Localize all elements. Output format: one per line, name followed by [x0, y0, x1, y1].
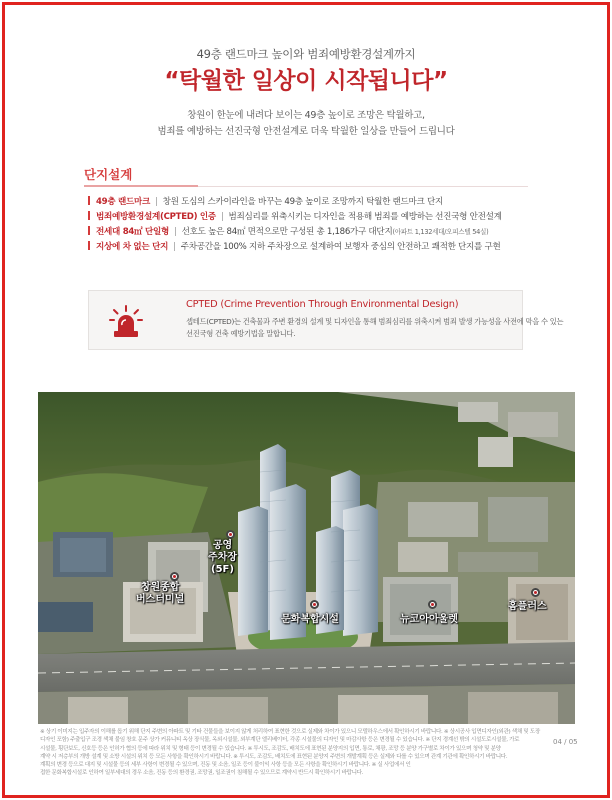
feature-item	[88, 210, 538, 225]
section-title-underline	[84, 185, 198, 187]
cpted-desc-line: 셉테드(CPTED)는 건축물과 주변 환경의 설계 및 디자인을 통해 범죄심리를 위축시켜 범죄 발생 가능성을 사전에 막을 수 있는	[186, 317, 564, 326]
feature-key: 범죄예방환경설계(CPTED) 인증	[96, 212, 216, 222]
disclaimer-line: 접한 문화복합시설로 인하여 일부세대의 경우 소음, 진동 등의 환경권, 조망권, 일조권이 침해될 수 있으므로 계약시 반드시 확인하시기 바랍니다.	[40, 770, 364, 777]
label-culture-complex: 문화복합시설	[281, 614, 339, 625]
intro-line: 창원이 한눈에 내려다 보이는 49층 높이로 조망은 탁월하고,	[187, 110, 425, 121]
disclaimer-text	[40, 728, 550, 778]
label-public-parking: 공영 주차장 (5F)	[208, 540, 237, 575]
feature-key: 지상에 차 없는 단지	[96, 242, 169, 252]
disclaimer-line: 계약 시 저층부의 개방 설계 및 소방 시설의 위치 등 모든 사항을 확인하시기 바랍니다. ※ 투시도, 조감도, 배치도에 표현된 분양지 주변의 개발계획 등은 실제와 다를 수 있으며 관계 기관에 확인하시기 바랍니다.	[40, 753, 508, 760]
feature-key: 49층 랜드마크	[96, 197, 151, 207]
homeplus-marker	[531, 588, 540, 597]
disclaimer-line: 디자인 포함) 주출입구 조경 색채 불임 창호 문주 상가 커뮤니티 옥상 장식물, 옥외시설물, 외부계단 엘리베이터, 각종 시설물의 디자인 및 마감사항 등은 변경될 수 있습니다. ※ 단지 경계선 밖의 시설도로시설물, 가로	[40, 737, 520, 744]
separator: |	[155, 197, 158, 207]
aerial-view-image	[38, 392, 575, 724]
cpted-description	[186, 316, 564, 340]
aerial-illustration	[38, 392, 575, 724]
feature-text: 창원 도심의 스카이라인을 바꾸는 49층 높이로 조망까지 탁월한 랜드마크 단지	[162, 197, 443, 207]
bullet-bar	[88, 241, 90, 250]
section-title: 단지설계	[84, 167, 133, 182]
feature-item	[88, 225, 538, 240]
intro-text	[0, 108, 612, 140]
feature-item	[88, 240, 538, 255]
label-homeplus: 홈플러스	[508, 601, 547, 612]
cpted-title: CPTED (Crime Prevention Through Environmental Design)	[186, 299, 459, 310]
cpted-desc-line: 선진국형 건축 예방기법을 말합니다.	[186, 329, 296, 338]
label-newcore-outlet: 뉴코아아울렛	[400, 614, 458, 625]
bullet-bar	[88, 196, 90, 205]
separator: |	[173, 242, 176, 252]
feature-text: 주차공간을 100% 지하 주차장으로 설계하여 보행자 중심의 안전하고 쾌적한 단지를 구현	[180, 242, 501, 252]
terminal-marker	[170, 572, 179, 581]
separator: |	[220, 212, 224, 222]
bullet-bar	[88, 211, 90, 220]
disclaimer-line: 계획의 변경 등으로 대지 및 시설물 등의 세부 사항이 변경될 수 있으며, 진동 및 소음, 일조 등이 불이익 사항 등을 모든 사항을 확인하시기 바랍니다. ※ 실 사업에서 인	[40, 762, 411, 769]
siren-icon	[109, 305, 143, 339]
parking-marker	[226, 530, 235, 539]
feature-note: (아파트 1,132세대/오피스텔 54실)	[392, 228, 489, 236]
disclaimer-line: 시설물, 횡단보도, 신호등 등은 인허가 협의 등에 따라 위치 및 형태 등이 변경될 수 있습니다. ※ 투시도, 조감도, 배치도에 표현된 분양지의 입면, 통로, 채광, 조망 등 분양 가구별로 차이가 있으며 청약 및 분양	[40, 745, 501, 752]
feature-item	[88, 195, 538, 210]
feature-list	[88, 195, 538, 255]
intro-line: 범죄를 예방하는 선진국형 안전설계로 더욱 탁월한 일상을 만들어 드립니다	[157, 126, 455, 137]
culture-marker	[310, 600, 319, 609]
bullet-bar	[88, 226, 90, 235]
separator: |	[174, 227, 177, 237]
page-headline: “탁월한 일상이 시작됩니다”	[164, 68, 448, 94]
feature-key: 전세대 84㎡ 단일형	[96, 227, 170, 237]
disclaimer-line: ※ 상기 이미지는 입주자의 이해를 돕기 위해 단지 주변의 아파트 및 기타 건물들을 보이지 않게 처리하여 표현한 것으로 실제와 차이가 있으니 모델하우스에서 확인하시기 바랍니다. ※ 상시공사 입면디자인(외관) 색채 및 도장	[40, 729, 540, 735]
newcore-marker	[428, 600, 437, 609]
page-subtitle: 49층 랜드마크 높이와 범죄예방환경설계까지	[196, 47, 416, 61]
label-bus-terminal: 창원종합 버스터미널	[136, 582, 185, 605]
cpted-box	[88, 290, 564, 350]
section-divider	[198, 186, 528, 187]
feature-text: 선호도 높은 84㎡ 면적으로만 구성된 총 1,186가구 대단지	[181, 227, 393, 237]
page-number: 04 / 05	[553, 738, 578, 746]
feature-text: 범죄심리를 위축시키는 디자인을 적용해 범죄를 예방하는 선진국형 안전설계	[228, 212, 502, 222]
